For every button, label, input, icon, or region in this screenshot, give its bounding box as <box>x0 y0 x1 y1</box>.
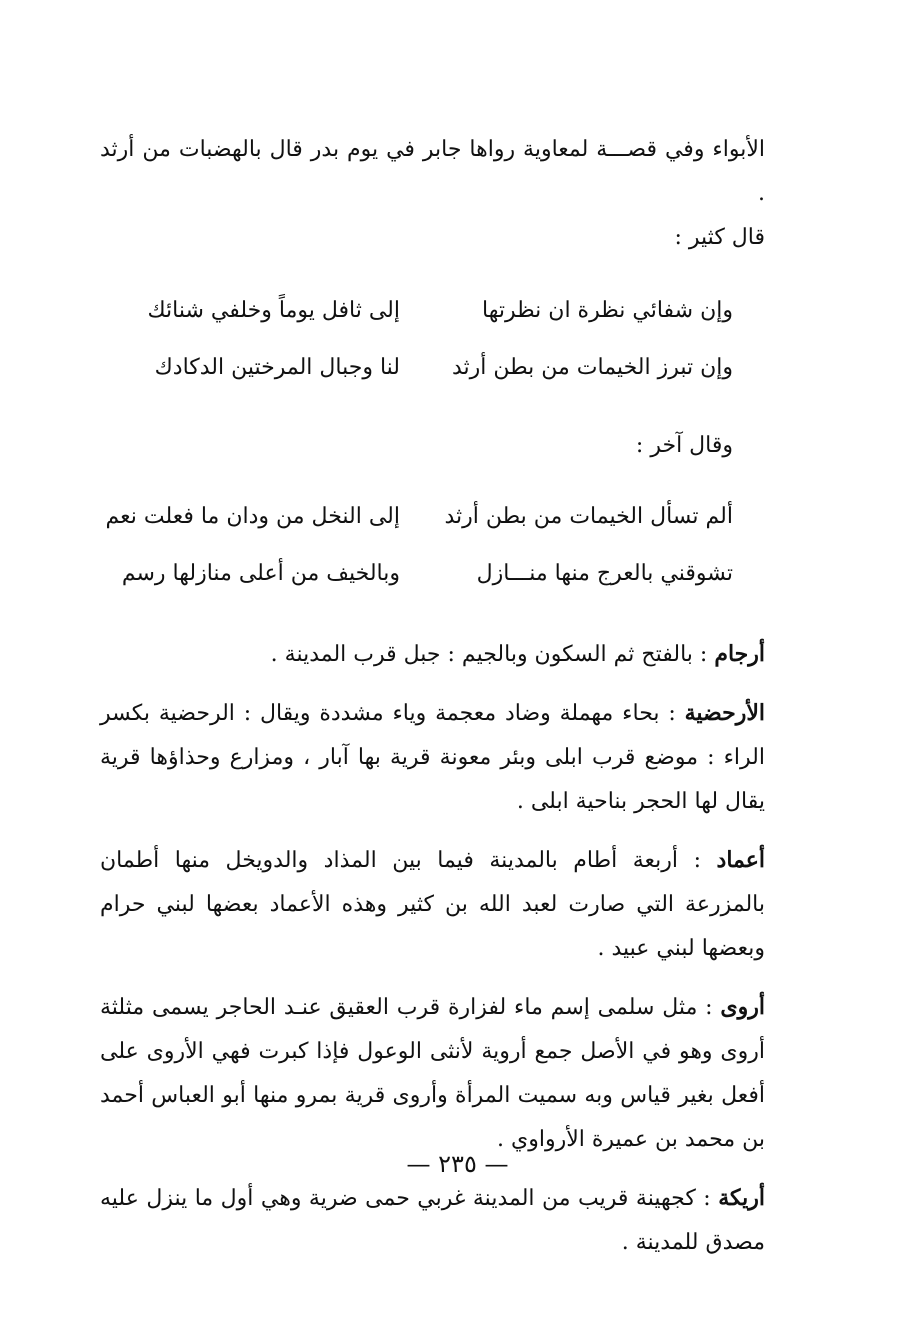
verse-3 <box>100 488 765 545</box>
verse-3-second-hemistich: إلى النخل من ودان ما فعلت نعم <box>105 504 400 529</box>
page-body <box>100 128 765 1279</box>
second-poet-intro: وقال آخر : <box>635 433 733 458</box>
entry-al-arhadiya <box>100 691 765 824</box>
verse-3-first-hemistich: ألم تسأل الخيمات من بطن أرثد <box>444 504 733 529</box>
verse-4-second-hemistich: وبالخيف من أعلى منازلها رسم <box>121 561 400 586</box>
poem-2 <box>100 488 765 602</box>
verse-2-first-hemistich: وإن تبرز الخيمات من بطن أرثد <box>451 355 733 380</box>
entry-amad <box>100 838 765 971</box>
verse-4-first-hemistich: تشوقني بالعرج منها منـــازل <box>476 561 733 586</box>
entry-definition: : بحاء مهملة وضاد معجمة وياء مشددة ويقال : الرحضية بكسر الراء : موضع قرب ابلى وبئر معونة قرية بها آبار ، ومزارع وحذاؤها قرية يقال لها الحجر بناحية ابلى . <box>100 701 765 814</box>
page-number: — ٢٣٥ — <box>406 1150 509 1178</box>
intro-paragraph <box>100 128 765 260</box>
entry-arika <box>100 1176 765 1265</box>
entry-headword: أروى <box>720 994 765 1020</box>
entry-definition: : مثل سلمى إسم ماء لفزارة قرب العقيق عنـد الحاجر يسمى مثلثة أروى وهو في الأصل جمع أروية لأنثى الوعول فإذا كبرت فهي الأروى على أفعل بغير قياس وبه سميت المرأة وأروى قرية بمرو منها أبو العباس أحمد بن محمد بن عميرة الأرواوي . <box>100 995 765 1152</box>
poem-1 <box>100 282 765 396</box>
verse-4 <box>100 545 765 602</box>
verse-2-second-hemistich: لنا وجبال المرختين الدكادك <box>154 355 400 380</box>
verse-1-second-hemistich: إلى ثافل يوماً وخلفي شنائك <box>147 298 400 323</box>
verse-2 <box>100 339 765 396</box>
entry-headword: أرجام <box>714 641 765 667</box>
entry-arjam <box>100 632 765 677</box>
intro-line-1: الأبواء وفي قصـــة لمعاوية رواها جابر في يوم بدر قال بالهضبات من أرثد . <box>100 137 765 206</box>
intro-line-2: قال كثير : <box>674 225 765 250</box>
entry-definition: : بالفتح ثم السكون وبالجيم : جبل قرب المدينة . <box>270 642 715 667</box>
entry-headword: الأرحضية <box>684 700 765 726</box>
entry-headword: أريكة <box>718 1185 765 1211</box>
entry-definition: : أربعة أطام بالمدينة فيما بين المذاد والدويخل منها أطمان بالمزرعة التي صارت لعبد الله بن كثير وهذه الأعماد بعضها لبني حرام وبعضها لبني عبيد . <box>100 848 765 961</box>
entry-definition: : كجهينة قريب من المدينة غربي حمى ضرية وهي أول ما ينزل عليه مصدق للمدينة . <box>100 1186 765 1255</box>
entry-arwa <box>100 985 765 1162</box>
verse-1-first-hemistich: وإن شفائي نظرة ان نظرتها <box>482 298 733 323</box>
verse-1 <box>100 282 765 339</box>
entry-headword: أعماد <box>716 847 765 873</box>
